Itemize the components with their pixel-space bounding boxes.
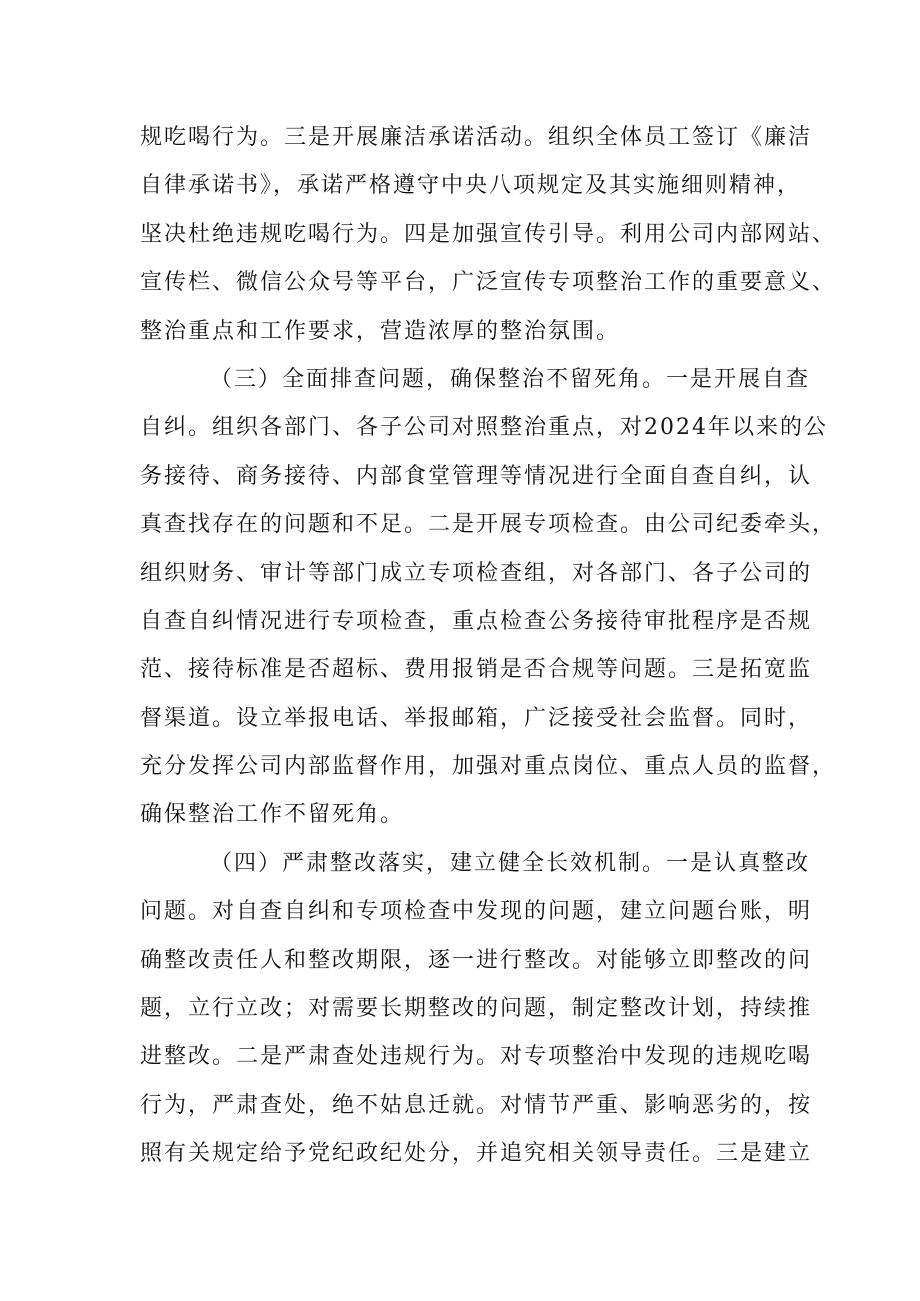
text-line: 坚决杜绝违规吃喝行为。四是加强宣传引导。利用公司内部网站、 (140, 221, 837, 247)
text-line: 问题。对自查自纠和专项检查中发现的问题，建立问题台账，明 (140, 899, 813, 925)
document-body (140, 114, 837, 1179)
text-line: 规吃喝行为。三是开展廉洁承诺活动。组织全体员工签订《廉洁 (140, 125, 813, 150)
text-line: 务接待、商务接待、内部食堂管理等情况进行全面自查自纠，认 (140, 463, 813, 489)
text-line: 确保整治工作不留死角。 (140, 802, 405, 828)
text-line: 宣传栏、微信公众号等平台，广泛宣传专项整治工作的重要意义、 (140, 270, 837, 296)
text-line: 题，立行立改；对需要长期整改的问题，制定整改计划，持续推 (140, 996, 813, 1022)
text-line: 充分发挥公司内部监督作用，加强对重点岗位、重点人员的监督， (140, 754, 837, 780)
text-line: 行为，严肃查处，绝不姑息迁就。对情节严重、影响恶劣的，按 (140, 1092, 813, 1118)
section-heading-line: （三）全面排查问题，确保整治不留死角。一是开展自查 (210, 366, 811, 392)
text-line: 自纠。组织各部门、各子公司对照整治重点，对2024年以来的公 (140, 415, 828, 441)
text-line: 真查找存在的问题和不足。二是开展专项检查。由公司纪委牵头， (140, 512, 837, 538)
text-line: 组织财务、审计等部门成立专项检查组，对各部门、各子公司的 (140, 560, 813, 586)
text-line: 督渠道。设立举报电话、举报邮箱，广泛接受社会监督。同时， (140, 705, 813, 731)
section-heading-line: （四）严肃整改落实，建立健全长效机制。一是认真整改 (210, 850, 811, 876)
text-line: 照有关规定给予党纪政纪处分，并追究相关领导责任。三是建立 (140, 1141, 813, 1167)
paragraph-continued (140, 114, 837, 356)
text-line: 自查自纠情况进行专项检查，重点检查公务接待审批程序是否规 (140, 608, 813, 634)
text-line: 确整改责任人和整改期限，逐一进行整改。对能够立即整改的问 (140, 947, 813, 973)
text-line: 范、接待标准是否超标、费用报销是否合规等问题。三是拓宽监 (140, 657, 813, 683)
paragraph-section-3 (140, 356, 837, 840)
text-line: 自律承诺书》，承诺严格遵守中央八项规定及其实施细则精神， (140, 173, 802, 199)
text-line: 整治重点和工作要求，营造浓厚的整治氛围。 (140, 318, 621, 344)
text-line: 进整改。二是严肃查处违规行为。对专项整治中发现的违规吃喝 (140, 1044, 813, 1070)
paragraph-section-4 (140, 840, 813, 1179)
